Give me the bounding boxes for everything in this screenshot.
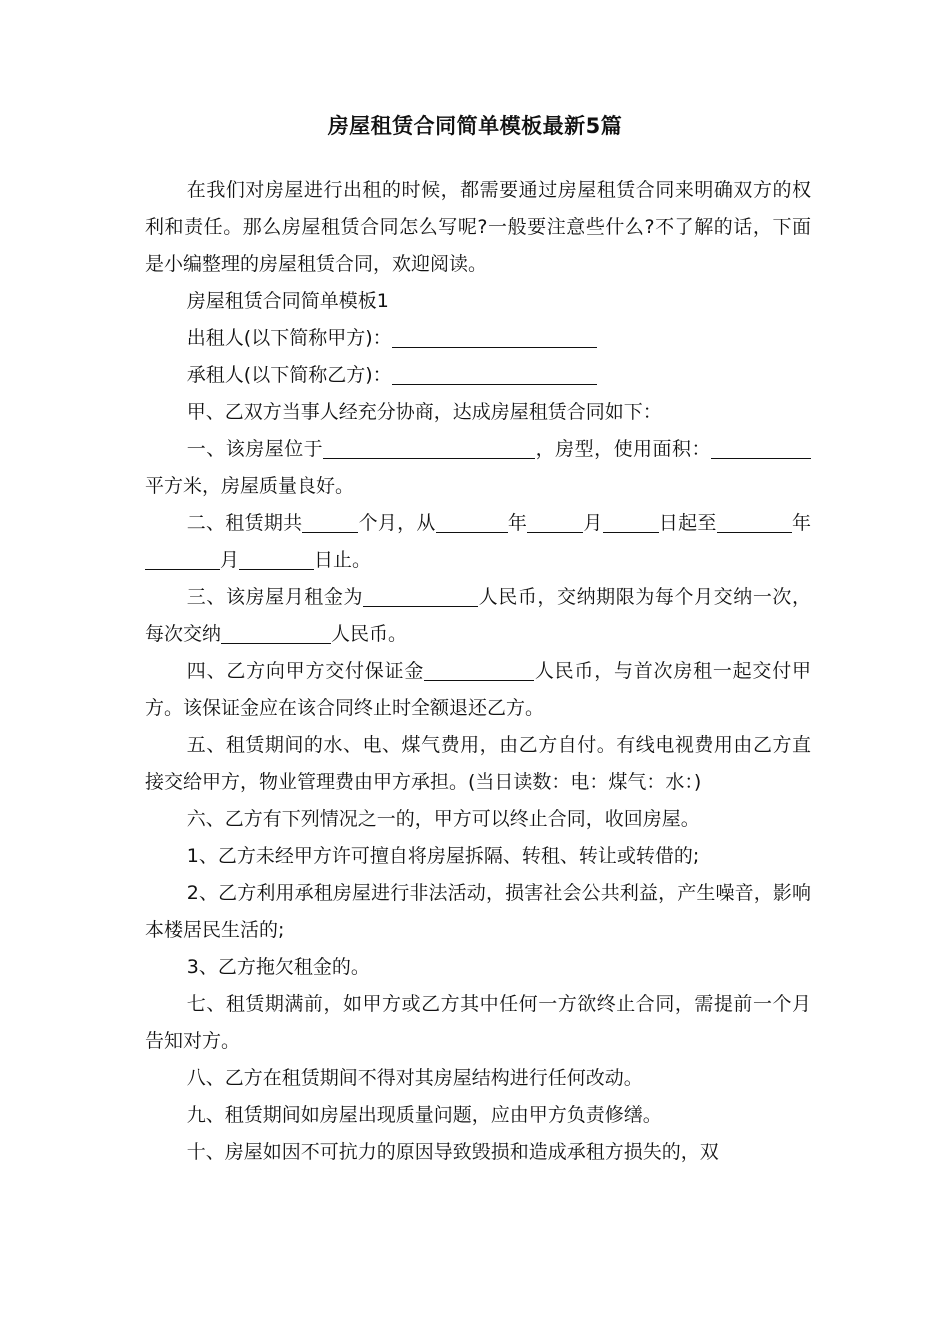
intro-paragraph: 在我们对房屋进行出租的时候，都需要通过房屋租赁合同来明确双方的权利和责任。那么房屋租赁合同怎么写呢?一般要注意些什么?不了解的话，下面是小编整理的房屋租赁合同，欢迎阅读。: [145, 179, 811, 275]
clause-3-text-b: 人民币，交纳期限为每个月交纳一次，每次交纳: [145, 586, 811, 645]
payment-blank: [221, 619, 331, 644]
area-blank: [711, 434, 811, 459]
clause-3-text-a: 三、该房屋月租金为: [186, 586, 364, 608]
clause-10: 十、房屋如因不可抗力的原因导致毁损和造成承租方损失的，双: [186, 1141, 719, 1163]
lessee-blank: [392, 360, 597, 385]
clause-6-item-3: 3、乙方拖欠租金的。: [186, 956, 370, 978]
clause-4-text-b: 人民币，与首次房租一起交付甲方。该保证金应在该合同终止时全额退还乙方。: [145, 660, 811, 719]
clause-1-text-b: ，房型，使用面积：: [535, 438, 711, 460]
clause-2-text-e: 日起至: [658, 512, 717, 534]
clause-1: [145, 431, 811, 505]
address-blank: [323, 434, 535, 459]
end-month-blank: [145, 545, 220, 570]
clause-5: 五、租赁期间的水、电、煤气费用，由乙方自付。有线电视费用由乙方直接交给甲方，物业管理费由甲方承担。(当日读数：电：煤气：水：): [145, 734, 811, 793]
clause-1-text-c: 平方米，房屋质量良好。: [145, 475, 355, 497]
clause-2-text-f: 年: [791, 512, 811, 534]
clause-6-item-1: 1、乙方未经甲方许可擅自将房屋拆隔、转租、转让或转借的;: [186, 845, 700, 867]
rent-blank: [363, 582, 478, 607]
end-day-blank: [239, 545, 314, 570]
clause-2-text-g: 月: [220, 549, 240, 571]
clause-2-text-d: 月: [583, 512, 603, 534]
months-blank: [302, 508, 358, 533]
clause-7: 七、租赁期满前，如甲方或乙方其中任何一方欲终止合同，需提前一个月告知对方。: [145, 993, 811, 1052]
clause-2-text-h: 日止。: [314, 549, 372, 571]
lessor-line: [145, 320, 811, 357]
lessor-blank: [392, 323, 597, 348]
lessee-line: [145, 357, 811, 394]
clause-9: 九、租赁期间如房屋出现质量问题，应由甲方负责修缮。: [186, 1104, 662, 1126]
clause-2-text-a: 二、租赁期共: [186, 512, 303, 534]
start-day-blank: [603, 508, 659, 533]
clause-4: [145, 653, 811, 727]
clause-4-text-a: 四、乙方向甲方交付保证金: [186, 660, 425, 682]
clause-2: [145, 505, 811, 579]
clause-3-text-c: 人民币。: [331, 623, 408, 645]
end-year-blank: [717, 508, 792, 533]
section-heading: 房屋租赁合同简单模板1: [186, 290, 389, 312]
document-title: 房屋租赁合同简单模板最新5篇: [327, 114, 623, 138]
clause-6-item-2: 2、乙方利用承租房屋进行非法活动，损害社会公共利益，产生噪音，影响本楼居民生活的;: [145, 882, 811, 941]
document-body: [145, 172, 811, 1171]
clause-2-text-b: 个月，从: [358, 512, 436, 534]
clause-1-text-a: 一、该房屋位于: [186, 438, 324, 460]
lessor-label: 出租人(以下简称甲方)：: [186, 327, 392, 349]
start-year-blank: [436, 508, 508, 533]
clause-6: 六、乙方有下列情况之一的，甲方可以终止合同，收回房屋。: [186, 808, 700, 830]
deposit-blank: [424, 656, 534, 681]
agreement-paragraph: 甲、乙双方当事人经充分协商，达成房屋租赁合同如下：: [186, 401, 662, 423]
clause-2-text-c: 年: [507, 512, 528, 534]
clause-3: [145, 579, 811, 653]
start-month-blank: [527, 508, 583, 533]
lessee-label: 承租人(以下简称乙方)：: [186, 364, 392, 386]
clause-8: 八、乙方在租赁期间不得对其房屋结构进行任何改动。: [186, 1067, 643, 1089]
